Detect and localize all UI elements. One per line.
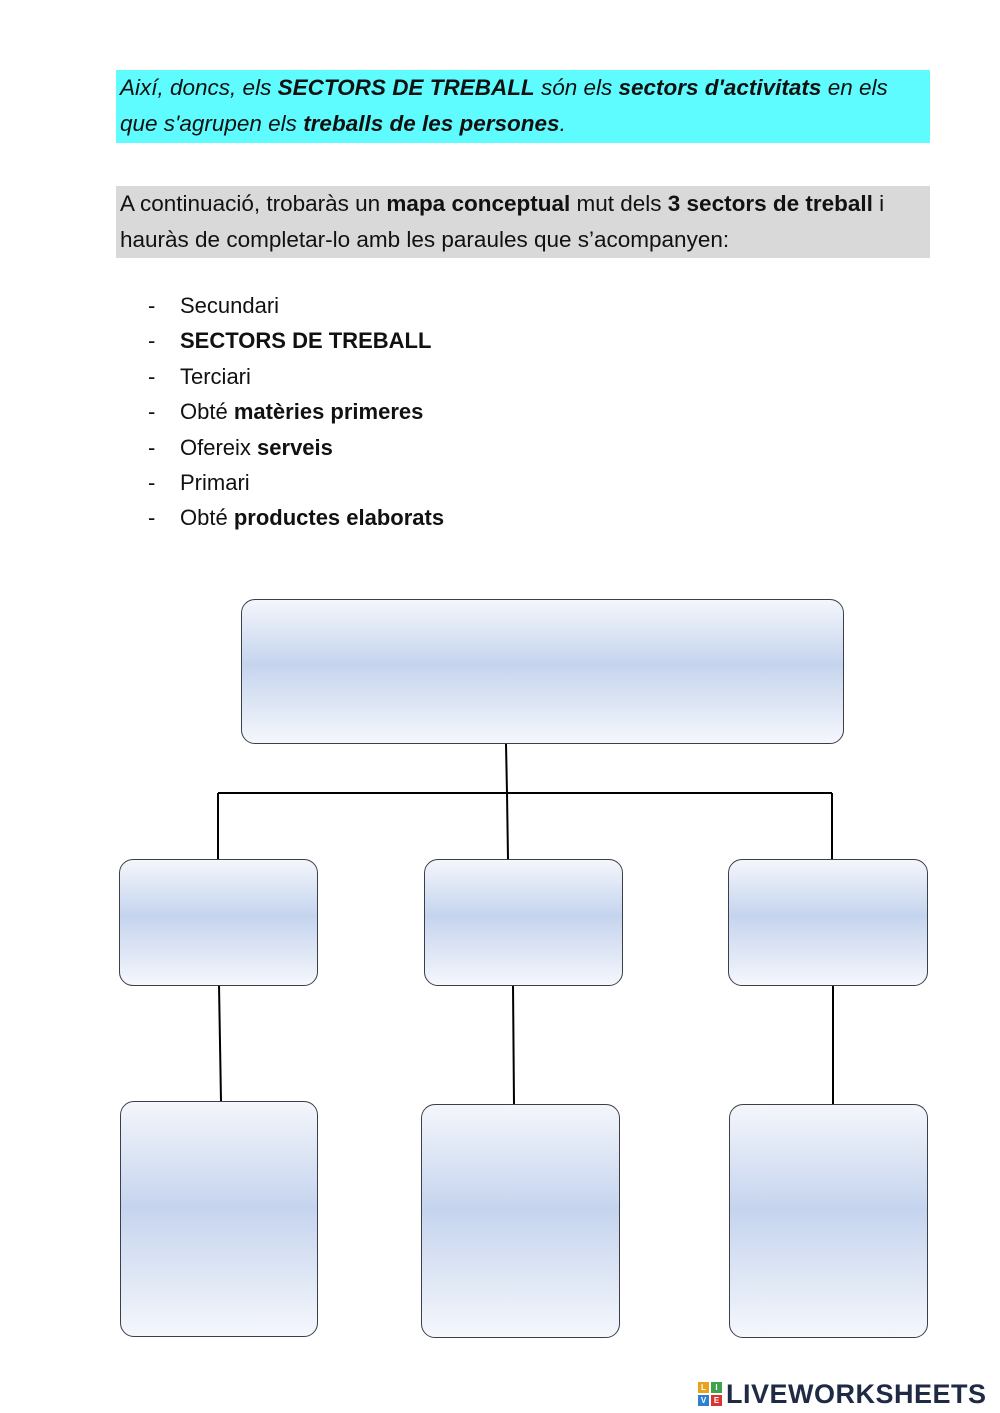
concept-box-detail-center[interactable] [421, 1104, 620, 1338]
list-dash: - [148, 469, 156, 495]
connector-left-down [219, 985, 221, 1101]
task-term-sectors: 3 sectors de treball [667, 191, 873, 216]
list-dash: - [148, 328, 156, 354]
connector-to-center [507, 793, 508, 859]
intro-text-1: Així, doncs, els [120, 75, 278, 100]
concept-box-sector-center[interactable] [424, 859, 623, 986]
logo-mark-icon [698, 1382, 722, 1406]
intro-term-treballs: treballs de les persones [303, 111, 560, 136]
list-dash: - [148, 434, 156, 460]
connector-center-down [513, 985, 514, 1104]
list-dash: - [148, 399, 156, 425]
logo-text: LIVEWORKSHEETS [726, 1378, 987, 1409]
intro-text-2: són els [534, 75, 619, 100]
concept-box-detail-left[interactable] [120, 1101, 318, 1337]
list-dash: - [148, 363, 156, 389]
list-dash: - [148, 505, 156, 531]
intro-term-activitats: sectors d'activitats [618, 75, 822, 100]
task-text-1: A continuació, trobaràs un [120, 191, 387, 216]
logo-mark-letter: L [698, 1382, 709, 1393]
intro-term-sectors: SECTORS DE TREBALL [277, 75, 535, 100]
logo-mark-letter: V [698, 1395, 709, 1406]
intro-text-3: en els que s'agrupen els [120, 75, 888, 136]
connector-root-down [506, 744, 507, 793]
word-bank-text: Terciari [180, 363, 251, 389]
concept-box-sector-right[interactable] [728, 859, 928, 986]
task-text-2: mut dels [570, 191, 668, 216]
word-bank-bold: matèries primeres [233, 399, 424, 425]
word-bank-text: Primari [180, 469, 250, 495]
word-bank-bold: SECTORS DE TREBALL [180, 328, 432, 354]
word-bank-bold: productes elaborats [233, 505, 445, 531]
word-bank-bold: serveis [257, 434, 333, 460]
task-term-mapa: mapa conceptual [386, 191, 571, 216]
word-bank-text: Obté [180, 399, 234, 425]
logo-mark-letter: E [711, 1395, 722, 1406]
concept-box-root[interactable] [241, 599, 844, 744]
liveworksheets-logo [698, 1378, 987, 1410]
intro-text-4: . [559, 111, 566, 136]
concept-box-sector-left[interactable] [119, 859, 318, 986]
word-bank-text: Ofereix [180, 434, 258, 460]
word-bank-text: Secundari [180, 293, 280, 318]
word-bank-text: Obté [180, 505, 234, 531]
task-text-3: i hauràs de completar-lo amb les paraules que s’acompanyen: [120, 191, 885, 252]
list-dash: - [148, 293, 156, 318]
logo-mark-letter: I [711, 1382, 722, 1393]
concept-box-detail-right[interactable] [729, 1104, 928, 1338]
